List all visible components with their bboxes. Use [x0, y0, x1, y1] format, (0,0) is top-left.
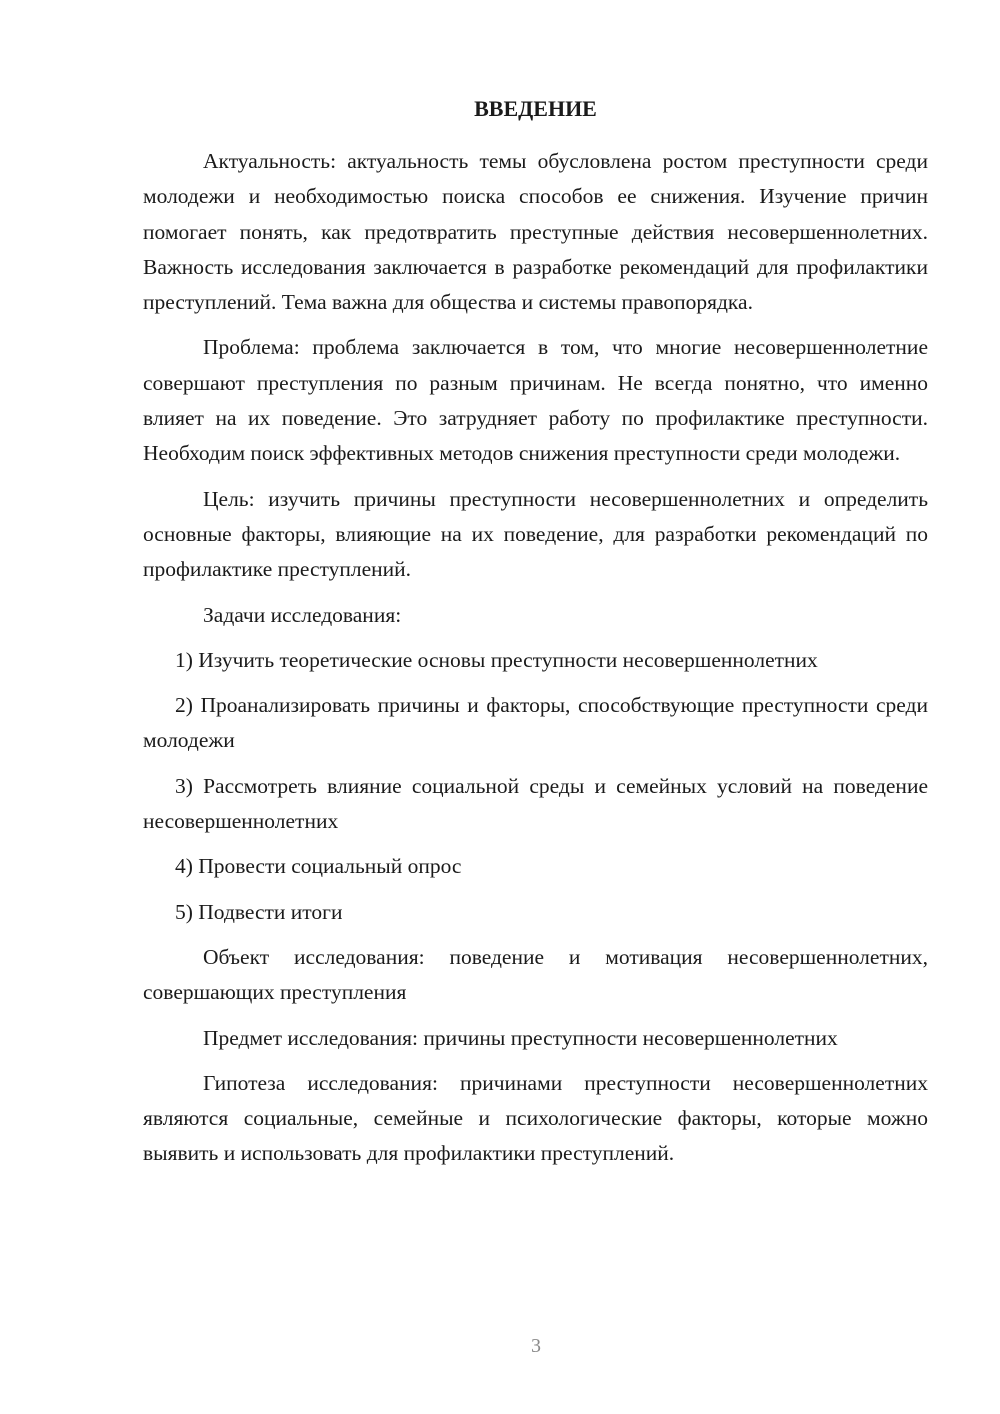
list-item: 2) Проанализировать причины и факторы, способствующие преступности среди молодежи: [143, 693, 928, 753]
paragraph-relevance: Актуальность: актуальность темы обусловлена ростом преступности среди молодежи и необходимостью поиска способов ее снижения. Изучение причин помогает понять, как предотвратить преступные действия несовершеннолетних. Важность исследования заключается в разработке рекомендаций для профилактики преступлений. Тема важна для общества и системы правопорядка.: [143, 149, 928, 315]
page-title: ВВЕДЕНИЕ: [474, 96, 597, 121]
paragraph-subject: Предмет исследования: причины преступности несовершеннолетних: [203, 1025, 838, 1050]
paragraph-object: Объект исследования: поведение и мотивация несовершеннолетних, совершающих преступления: [143, 944, 928, 1005]
list-item: 1) Изучить теоретические основы преступности несовершеннолетних: [175, 647, 818, 672]
list-item: 4) Провести социальный опрос: [175, 854, 462, 879]
paragraph-problem: Проблема: проблема заключается в том, что многие несовершеннолетние совершают преступления по разным причинам. Не всегда понятно, что именно влияет на их поведение. Это затрудняет работу по профилактике преступности. Необходим поиск эффективных методов снижения преступности среди молодежи.: [143, 335, 928, 466]
page-number: 3: [531, 1335, 541, 1357]
document-page: [143, 94, 928, 1182]
paragraph-hypothesis: Гипотеза исследования: причинами преступности несовершеннолетних являются социальные, семейные и психологические факторы, которые можно выявить и использовать для профилактики преступлений.: [143, 1070, 928, 1166]
list-item: 5) Подвести итоги: [175, 899, 343, 924]
paragraph-tasks-heading: Задачи исследования:: [203, 602, 402, 627]
paragraph-goal: Цель: изучить причины преступности несовершеннолетних и определить основные факторы, влияющие на их поведение, для разработки рекомендаций по профилактике преступлений.: [143, 486, 928, 582]
list-item: 3) Рассмотреть влияние социальной среды и семейных условий на поведение несовершеннолетних: [143, 773, 928, 834]
